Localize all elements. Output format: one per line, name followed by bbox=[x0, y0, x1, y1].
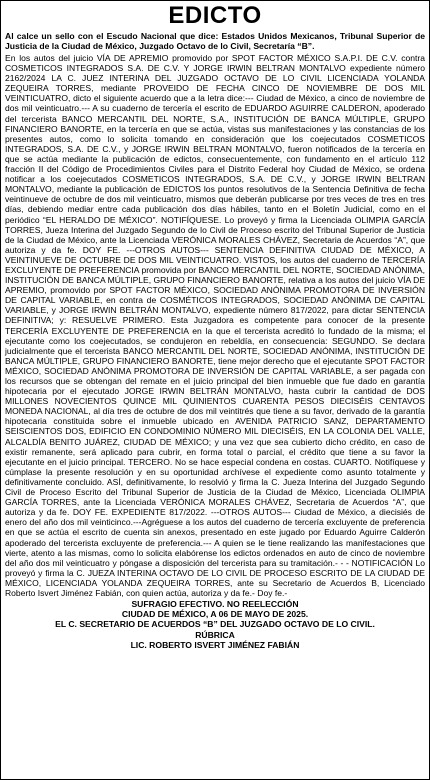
edict-body: En los autos del juicio VÍA DE APREMIO promovido por SPOT FACTOR MÉXICO S.A.P.I. DE C.V. contra COSMETICOS INTEGRADOS S.A. DE C.V. Y JORGE IRWIN BELTRAN MONTALVO expediente número 2162/2024 LA C. JUEZ INTERINA DEL JUZGADO OCTAVO DE LO CIVIL LICENCIADA YOLANDA ZEQUEIRA TORRES, mediante PROVEIDO DE FECHA CINCO DE NOVIEMBRE DE DOS MIL VEINTICUATRO, dicto el siguiente acuerdo que a la letra dice:--- Ciudad de México, a cinco de noviembre de dos mil veinticuatro.--- A su cuaderno de tercería el escrito de EDUARDO AGUIRRE CALDERON, apoderado del tercerista BANCO MERCANTIL DEL NORTE, S.A., INSTITUCIÓN DE BANCA MÚLTIPLE, GRUPO FINANCIERO BANORTE, en la tercería en que se actúa, vistas sus manifestaciones y las constancias de los presentes autos, como lo solicita tomando en consideración que los coejecutados COSMETICOS INTEGRADOS, S.A. DE C.V., y JORGE IRWIN BELTRAN MONTALVO, fueron notificados de la tercería en que se actúa mediante la publicación de edictos, consecuentemente, con fundamento en el artículo 112 fracción II del Código de Procedimientos Civiles para el Distrito Federal hoy Ciudad de México, se ordena notificar a los coejecutados COSMETICOS INTEGRADOS, S.A. DE C.V., y JORGE IRWIN BELTRAN MONTALVO, mediante la publicación de EDICTOS los puntos resolutivos de la Sentencia Definitiva de fecha veintinueve de octubre de dos mil veinticuatro, mismos que deberán publicarse por tres veces de tres en tres días, debiendo mediar entre cada publicación dos días hábiles, tanto en el Boletín Judicial, como en el periódico “EL HERALDO DE MÉXICO”. NOTIFÍQUESE. Lo proveyó y firma la Licenciada OLIMPIA GARCÍA TORRES, Jueza Interina del Juzgado Segundo de lo Civil de Proceso escrito del Tribunal Superior de Justicia de la Ciudad de México, ante la Licenciada VERÓNICA MORALES CHÁVEZ, Secretaria de Acuerdos “A”, que autoriza y da fe. DOY FE. ---OTROS AUTOS--- SENTENCIA DEFINITIVA CIUDAD DE MÉXICO, A VEINTINUEVE DE OCTUBRE DE DOS MIL VEINTICUATRO. VISTOS, los autos del cuaderno de TERCERÍA EXCLUYENTE DE PREFERENCIA promovida por BANCO MERCANTIL DEL NORTE, SOCIEDAD ANÓNIMA, INSTITUCIÓN DE BANCA MÚLTIPLE, GRUPO FINANCIERO BANORTE, relativa a los autos del juicio VÍA DE APREMIO, promovido por SPOT FACTOR MÉXICO, SOCIEDAD ANÓNIMA PROMOTORA DE INVERSIÓN DE CAPITAL VARIABLE, en contra de COSMÉTICOS INTEGRADOS, SOCIEDAD ANÓNIMA DE CAPITAL VARIABLE, y JORGE IRWIN BELTRÁN MONTALVO, expediente número 817/2022, para dictar SENTENCIA DEFINITIVA; y: RESUELVE PRIMERO. Esta Juzgadora es competente para conocer de la presente TERCERÍA EXCLUYENTE DE PREFERENCIA en la que el tercerista acreditó lo fundado de la misma; el ejecutante como los coejecutados, se condujeron en rebeldía, en consecuencia: SEGUNDO. Se declara judicialmente que el tercerista BANCO MERCANTIL DEL NORTE, SOCIEDAD ANÓNIMA, INSTITUCIÓN DE BANCA MÚLTIPLE, GRUPO FINANCIERO BANORTE, tiene mejor derecho que el ejecutante SPOT FACTOR MÉXICO, SOCIEDAD ANÓNIMA PROMOTORA DE INVERSIÓN DE CAPITAL VARIABLE, a ser pagada con los recursos que se obtengan del remate en el juicio principal del bien inmueble que fue dado en garantía hipotecaria por el ejecutado JORGE IRWIN BELTRÁN MONTALVO, hasta cubrir la cantidad de DOS MILLONES NOVECIENTOS QUINCE MIL QUINIENTOS CUARENTA PESOS DIECISÉIS CENTAVOS MONEDA NACIONAL, al día tres de octubre de dos mil veintitrés que tiene a su favor, derivado de la garantía hipotecaria constituida sobre el inmueble ubicado en AVENIDA PATRICIO SANZ, DEPARTAMENTO SEISCIENTOS DOS, EDIFICIO EN CONDOMINIO NÚMERO MIL DIECISÉIS, EN LA COLONIA DEL VALLE, ALCALDÍA BENITO JUÁREZ, CIUDAD DE MÉXICO; y una vez que sea cubierto dicho crédito, en caso de existir remanente, será aplicado para cubrir, en forma total o parcial, el crédito que tiene a su favor la ejecutante en el juicio principal. TERCERO. No se hace especial condena en costas. CUARTO. Notifíquese y cúmplase la presente resolución y en su oportunidad archívese el expediente como asunto totalmente y definitivamente concluido. ASÍ, definitivamente, lo resolvió y firma la C. Jueza Interina del Juzgado Segundo Civil de Proceso Escrito del Tribunal Superior de Justicia de la Ciudad de México, Licenciada OLIMPIA GARCÍA TORRES, ante la Licenciada VERÓNICA MORALES CHÁVEZ, Secretaria de Acuerdos “A”, que autoriza y da fe. DOY FE. EXPEDIENTE 817/2022. ---OTROS AUTOS--- Ciudad de México, a diecisiés de enero del año dos mil veinticinco.---Agréguese a los autos del cuaderno de tercería excluyente de preferencia en que se actúa el escrito de cuenta sin anexos, presentado en este jugado por Eduardo Aguirre Calderón apoderado del tercerista excluyente de preferencia.--- A quien se le tiene realizando las manifestaciones que vierte, atento a las mismas, como lo solicita elabórense los edictos ordenados en auto de cinco de noviembre del año dos mil veinticuatro y póngase a disposición del tercerista para su tramitación.- - - NOTIFICACIÓN Lo proveyó y firma la C. JUEZA INTERINA OCTAVO DE LO CIVIL DE PROCESO ESCRITO DE LA CIUDAD DE MÉXICO, LICENCIADA YOLANDA ZEQUEIRA TORRES, ante su Secretario de Acuerdos B, Licenciado Roberto Isvert Jiménez Fabián, con quien actúa, autoriza y da fe.- Doy fe.- bbox=[5, 53, 426, 598]
signature-office: EL C. SECRETARIO DE ACUERDOS “B” DEL JUZGADO OCTAVO DE LO CIVIL. bbox=[55, 619, 375, 630]
edict-title: EDICTO bbox=[168, 2, 262, 29]
signatory-name: LIC. ROBERTO ISVERT JIMÉNEZ FABIÁN bbox=[130, 639, 300, 650]
seal-description: Al calce un sello con el Escudo Nacional que dice: Estados Unidos Mexicanos, Tribunal Superior de Justicia de la Ciudad de México, Juzgado Octavo de lo Civil, Secretaría “B”. bbox=[5, 31, 425, 51]
signature-rubrica: RÚBRICA bbox=[195, 629, 235, 640]
signature-block bbox=[5, 599, 425, 650]
signature-date: CIUDAD DE MÉXICO, A 06 DE MAYO DE 2025. bbox=[121, 609, 309, 620]
signature-motto: SUFRAGIO EFECTIVO. NO REELECCIÓN bbox=[131, 599, 299, 610]
